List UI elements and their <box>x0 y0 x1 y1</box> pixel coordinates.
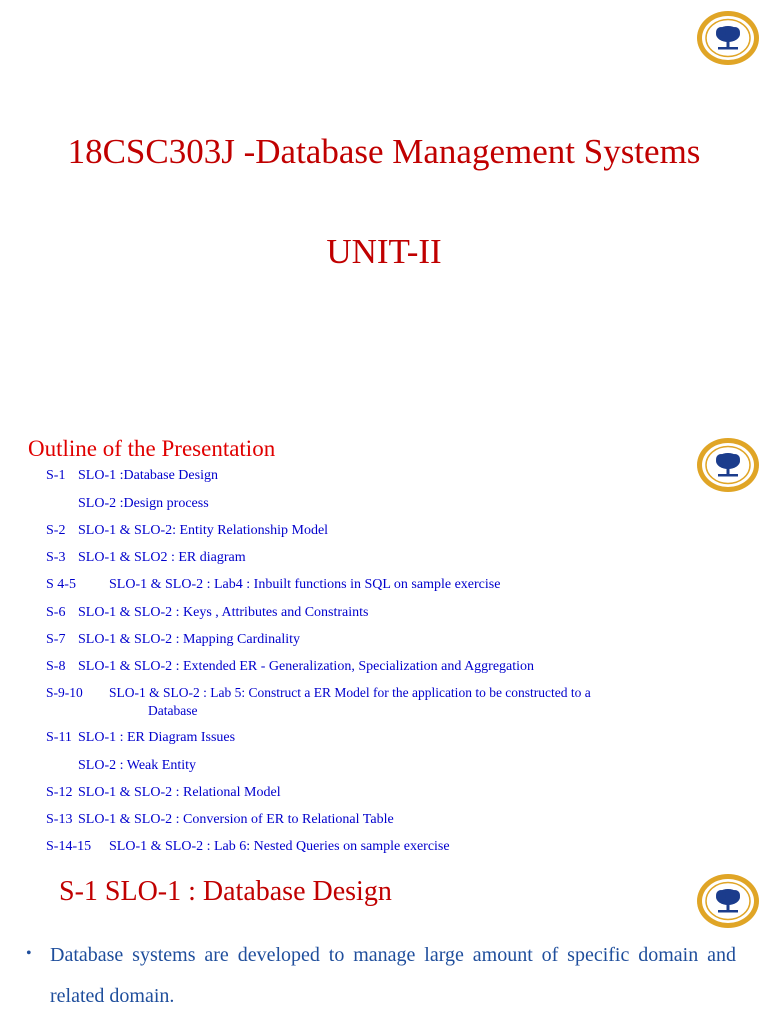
outline-heading: Outline of the Presentation <box>28 436 276 461</box>
outline-item <box>46 550 246 566</box>
session-number: S-2 <box>46 523 66 538</box>
session-topic: SLO-1 & SLO-2 : Extended ER - Generalization, Specialization and Aggregation <box>78 659 535 674</box>
session-topic: SLO-1 : ER Diagram Issues <box>78 730 236 745</box>
session-number: S-7 <box>46 632 66 647</box>
title-slide <box>0 0 768 410</box>
outline-item <box>46 685 591 701</box>
session-number: S 4-5 <box>46 577 76 592</box>
outline-item <box>46 659 534 675</box>
outline-item <box>46 839 450 855</box>
outline-item-continuation: Database <box>148 703 198 718</box>
outline-item <box>46 730 235 746</box>
outline-item <box>78 496 209 512</box>
session-number: S-13 <box>46 812 73 827</box>
university-seal-icon <box>696 437 760 493</box>
slide-heading: S-1 SLO-1 : Database Design <box>59 876 392 907</box>
bullet-text: Database systems are developed to manage large amount of specific domain and related domain. <box>50 944 736 1007</box>
session-topic: SLO-1 & SLO-2 : Relational Model <box>78 785 281 800</box>
content-slide <box>0 865 768 1024</box>
session-number: S-6 <box>46 605 66 620</box>
university-seal-icon <box>696 873 760 929</box>
session-topic: SLO-1 & SLO-2 : Lab 6: Nested Queries on sample exercise <box>109 839 450 854</box>
unit-title: UNIT-II <box>326 232 442 271</box>
session-number: S-14-15 <box>46 839 92 854</box>
session-topic: SLO-1 & SLO-2: Entity Relationship Model <box>78 523 329 538</box>
outline-slide <box>0 415 768 865</box>
session-topic: SLO-2 : Weak Entity <box>78 758 196 773</box>
outline-item <box>46 468 218 484</box>
session-topic: SLO-1 & SLO-2 : Lab4 : Inbuilt functions in SQL on sample exercise <box>109 577 501 592</box>
session-topic: SLO-1 & SLO-2 : Keys , Attributes and Constraints <box>78 605 369 620</box>
session-topic: SLO-1 :Database Design <box>78 468 218 483</box>
outline-item <box>46 632 300 648</box>
session-topic: SLO-1 & SLO-2 : Conversion of ER to Relational Table <box>78 812 394 827</box>
bullet-point <box>26 935 736 1017</box>
session-topic: SLO-1 & SLO-2 : Mapping Cardinality <box>78 632 301 647</box>
session-topic: SLO-1 & SLO2 : ER diagram <box>78 550 246 565</box>
outline-item <box>46 812 394 828</box>
session-topic: SLO-2 :Design process <box>78 496 209 511</box>
outline-item <box>46 577 500 593</box>
session-number: S-12 <box>46 785 73 800</box>
session-number: S-11 <box>46 730 72 745</box>
outline-item <box>46 785 281 801</box>
session-topic: SLO-1 & SLO-2 : Lab 5: Construct a ER Model for the application to be constructed to a <box>109 685 591 700</box>
outline-item <box>46 605 369 621</box>
outline-item <box>78 758 196 774</box>
course-title: 18CSC303J -Database Management Systems <box>67 132 701 171</box>
session-number: S-1 <box>46 468 66 483</box>
session-number: S-3 <box>46 550 66 565</box>
bullet-icon: • <box>26 945 32 962</box>
session-number: S-9-10 <box>46 685 83 700</box>
session-number: S-8 <box>46 659 66 674</box>
outline-item <box>46 523 328 539</box>
university-seal-icon <box>696 10 760 66</box>
